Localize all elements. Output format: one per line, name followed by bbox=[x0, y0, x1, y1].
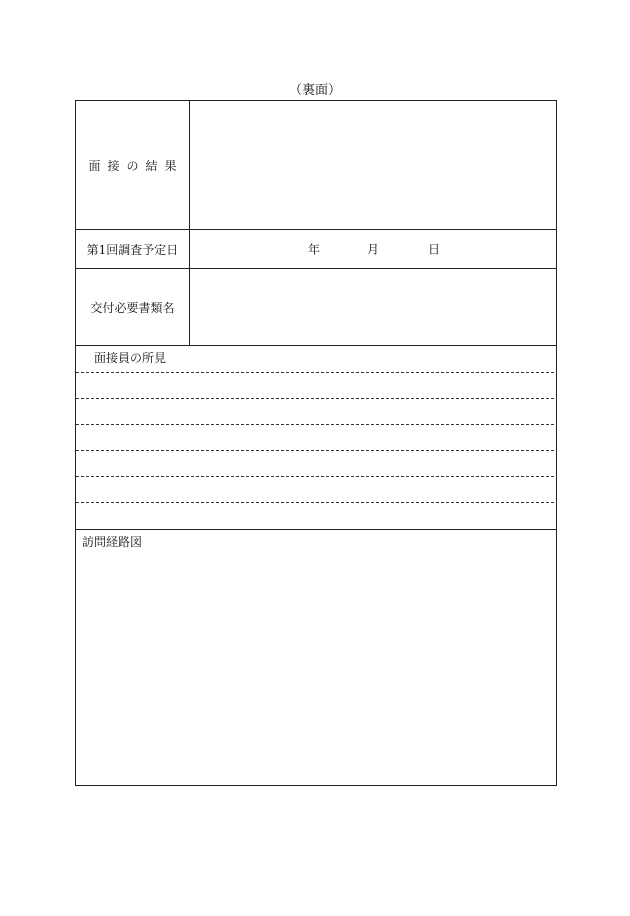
survey-form-table bbox=[75, 100, 557, 786]
interview-result-row bbox=[76, 101, 556, 230]
notes-line bbox=[76, 424, 554, 425]
date-month-label: 月 bbox=[367, 242, 380, 257]
interview-result-label: 面接の結果 bbox=[76, 101, 190, 229]
survey-date-label: 第1回調査予定日 bbox=[76, 230, 190, 268]
route-map-section[interactable] bbox=[76, 530, 556, 785]
documents-label: 交付必要書類名 bbox=[76, 269, 190, 345]
interview-result-field[interactable] bbox=[190, 101, 556, 229]
interviewer-notes-section bbox=[76, 346, 556, 530]
survey-date-field[interactable] bbox=[190, 230, 556, 268]
date-year-label: 年 bbox=[308, 242, 321, 257]
date-day-label: 日 bbox=[428, 242, 441, 257]
page-title: （裏面） bbox=[288, 83, 341, 98]
notes-line bbox=[76, 450, 554, 451]
notes-line bbox=[76, 372, 554, 373]
survey-date-row bbox=[76, 230, 556, 269]
notes-line bbox=[76, 398, 554, 399]
documents-field[interactable] bbox=[190, 269, 556, 345]
documents-row bbox=[76, 269, 556, 346]
route-map-label: 訪問経路図 bbox=[82, 535, 143, 549]
interviewer-notes-label: 面接員の所見 bbox=[94, 351, 167, 365]
notes-line bbox=[76, 476, 554, 477]
notes-line bbox=[76, 502, 554, 503]
